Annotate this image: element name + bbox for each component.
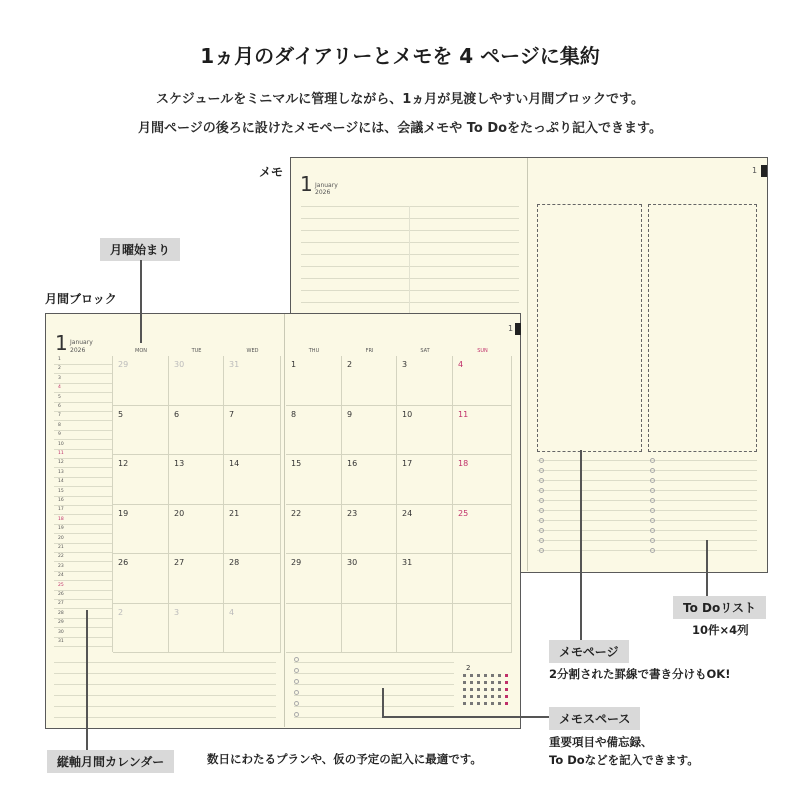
calendar-day-cell[interactable] bbox=[342, 406, 397, 456]
todo-checkbox bbox=[539, 468, 544, 473]
calendar-day-cell[interactable] bbox=[169, 604, 224, 654]
monthly-block-label: 月間ブロック bbox=[45, 292, 117, 306]
memo-page-pointer bbox=[580, 450, 582, 640]
memo-rule-line bbox=[301, 218, 519, 219]
vertical-calendar-row bbox=[54, 411, 112, 412]
calendar-day-number: 12 bbox=[118, 459, 129, 468]
memo-year: 2026 bbox=[315, 189, 331, 196]
mini-calendar-day bbox=[484, 702, 487, 705]
calendar-day-cell[interactable] bbox=[224, 505, 281, 555]
todo-rule-line bbox=[537, 460, 757, 461]
calendar-day-cell[interactable] bbox=[286, 406, 342, 456]
memo-month-en: January bbox=[315, 182, 338, 189]
calendar-day-number: 29 bbox=[118, 360, 129, 369]
vertical-calendar-day: 16 bbox=[58, 498, 64, 503]
calendar-day-number: 18 bbox=[458, 459, 469, 468]
day-of-week-header: FRI bbox=[365, 348, 374, 354]
mini-calendar-day bbox=[477, 688, 480, 691]
calendar-day-number: 29 bbox=[291, 558, 302, 567]
memo-rule-line bbox=[301, 206, 519, 207]
todo-checkbox bbox=[650, 458, 655, 463]
memo-rule-line bbox=[301, 302, 519, 303]
calendar-day-cell[interactable] bbox=[113, 455, 169, 505]
calendar-day-number: 8 bbox=[291, 409, 297, 419]
vertical-calendar-day: 30 bbox=[58, 629, 64, 635]
calendar-day-number: 1 bbox=[291, 360, 297, 369]
mini-calendar-day bbox=[463, 688, 466, 691]
memo-rule-line bbox=[301, 254, 519, 255]
todo-checkbox bbox=[650, 508, 655, 513]
calendar-day-number: 30 bbox=[174, 360, 185, 369]
todo-checkbox bbox=[539, 508, 544, 513]
vertical-calendar-row bbox=[54, 449, 112, 450]
mini-calendar-day bbox=[470, 688, 473, 691]
todo-checkbox bbox=[539, 518, 544, 523]
memo-space-pointer-v bbox=[382, 688, 384, 717]
mini-calendar-day bbox=[477, 695, 480, 698]
todo-rule-line bbox=[537, 500, 757, 501]
vertical-calendar-row bbox=[54, 637, 112, 638]
todo-checkbox bbox=[650, 538, 655, 543]
calendar-day-cell[interactable] bbox=[453, 554, 512, 604]
day-of-week-header: WED bbox=[246, 348, 259, 354]
mini-calendar-day bbox=[463, 674, 466, 677]
calendar-day-number: 7 bbox=[229, 409, 235, 419]
bottom-memo-line bbox=[294, 684, 454, 685]
day-of-week-header: THU bbox=[308, 348, 320, 354]
vertical-calendar-day: 10 bbox=[58, 441, 64, 447]
calendar-day-number: 26 bbox=[118, 558, 129, 567]
todo-rule-line bbox=[537, 530, 757, 531]
memo-page-number: 1 bbox=[752, 166, 758, 175]
day-of-week-header: MON bbox=[135, 348, 147, 354]
calendar-day-cell[interactable] bbox=[113, 554, 169, 604]
page-number: 1 bbox=[508, 324, 514, 333]
todo-checkbox bbox=[650, 528, 655, 533]
calendar-day-cell[interactable] bbox=[453, 505, 512, 555]
todo-checkbox bbox=[539, 528, 544, 533]
calendar-day-number: 10 bbox=[402, 409, 413, 419]
vertical-calendar-day: 22 bbox=[58, 554, 64, 560]
vertical-calendar-day: 26 bbox=[58, 592, 64, 597]
mini-calendar-day bbox=[470, 681, 473, 684]
mini-calendar-month: 2 bbox=[466, 664, 471, 672]
vertical-calendar-day: 7 bbox=[58, 413, 61, 419]
todo-rule-line bbox=[537, 540, 757, 541]
calendar-day-number: 31 bbox=[229, 360, 240, 369]
todo-checkbox bbox=[650, 548, 655, 553]
vertical-calendar-day: 2 bbox=[58, 366, 61, 372]
memo-rule-line bbox=[301, 242, 519, 243]
calendar-day-cell[interactable] bbox=[397, 455, 453, 505]
calendar-day-number: 20 bbox=[174, 508, 185, 518]
vertical-calendar-day: 8 bbox=[58, 422, 61, 428]
todo-rule-line bbox=[537, 550, 757, 551]
vertical-calendar-label: 縦軸月間カレンダー bbox=[47, 750, 174, 773]
calendar-day-number: 5 bbox=[118, 409, 124, 419]
bottom-memo-line bbox=[294, 673, 454, 674]
vertical-calendar-row bbox=[54, 430, 112, 431]
todo-checkbox bbox=[650, 518, 655, 523]
calendar-day-number: 3 bbox=[174, 607, 180, 617]
mini-calendar-day bbox=[470, 674, 473, 677]
vertical-calendar-row bbox=[54, 618, 112, 619]
vertical-calendar-row bbox=[54, 439, 112, 440]
vertical-calendar-day: 17 bbox=[58, 507, 64, 513]
vertical-calendar-row bbox=[54, 524, 112, 525]
calendar-day-number: 22 bbox=[291, 508, 302, 518]
day-of-week-header: TUE bbox=[191, 348, 202, 354]
vertical-calendar-row bbox=[54, 383, 112, 384]
calendar-day-cell[interactable] bbox=[342, 554, 397, 604]
calendar-day-number: 23 bbox=[347, 508, 358, 518]
monday-start-label: 月曜始まり bbox=[100, 238, 180, 261]
day-of-week-header: SUN bbox=[477, 348, 488, 354]
calendar-day-cell[interactable] bbox=[397, 406, 453, 456]
todo-checkbox bbox=[539, 498, 544, 503]
memo-page-detail: 2分割された罫線で書き分けもOK! bbox=[549, 667, 731, 681]
todo-checkbox bbox=[539, 478, 544, 483]
mini-calendar-day bbox=[484, 681, 487, 684]
mini-calendar-day bbox=[491, 688, 494, 691]
calendar-day-number: 21 bbox=[229, 508, 240, 518]
todo-checkbox bbox=[539, 548, 544, 553]
calendar-day-number: 15 bbox=[291, 459, 302, 468]
memo-rule-line bbox=[301, 266, 519, 267]
memo-page-label: メモページ bbox=[549, 640, 629, 663]
vertical-calendar-row bbox=[54, 543, 112, 544]
vertical-calendar-day: 24 bbox=[58, 573, 64, 579]
vertical-calendar-row bbox=[54, 420, 112, 421]
memo-index-tab bbox=[761, 165, 767, 177]
memo-page-box-right bbox=[648, 204, 757, 452]
calendar-day-cell[interactable] bbox=[397, 604, 453, 654]
vertical-calendar-day: 31 bbox=[58, 639, 64, 644]
calendar-day-cell[interactable] bbox=[224, 604, 281, 654]
vertical-calendar-day: 13 bbox=[58, 469, 64, 475]
memo-page-box-left bbox=[537, 204, 642, 452]
calendar-day-cell[interactable] bbox=[397, 505, 453, 555]
vertical-calendar-row bbox=[54, 571, 112, 572]
calendar-day-cell[interactable] bbox=[224, 356, 281, 406]
mini-calendar-day bbox=[484, 695, 487, 698]
mini-calendar-day bbox=[463, 695, 466, 698]
vertical-calendar-row bbox=[54, 580, 112, 581]
memo-space-pointer-h bbox=[382, 716, 549, 718]
vertical-calendar-row bbox=[54, 402, 112, 403]
calendar-day-cell[interactable] bbox=[169, 356, 224, 406]
mini-calendar-day bbox=[477, 702, 480, 705]
calendar-day-cell[interactable] bbox=[224, 406, 281, 456]
calendar-day-cell[interactable] bbox=[397, 554, 453, 604]
calendar-day-cell[interactable] bbox=[113, 604, 169, 654]
vertical-calendar-day: 28 bbox=[58, 610, 64, 616]
mini-calendar-day bbox=[498, 695, 501, 698]
memo-rule-line bbox=[301, 278, 519, 279]
todo-rule-line bbox=[537, 470, 757, 471]
mini-calendar-day bbox=[463, 702, 466, 705]
calendar-day-cell[interactable] bbox=[113, 406, 169, 456]
calendar-day-number: 14 bbox=[229, 459, 240, 468]
calendar-day-number: 17 bbox=[402, 459, 413, 468]
mini-calendar-day bbox=[491, 674, 494, 677]
mini-calendar-day bbox=[498, 702, 501, 705]
calendar-day-cell[interactable] bbox=[169, 455, 224, 505]
calendar-day-cell[interactable] bbox=[169, 505, 224, 555]
bottom-memo-line bbox=[294, 662, 454, 663]
memo-space-detail-2: To Doなどを記入できます。 bbox=[549, 753, 699, 767]
year-label: 2026 bbox=[70, 347, 86, 354]
memo-space-checkbox bbox=[294, 668, 299, 673]
vertical-calendar-row bbox=[54, 373, 112, 374]
vertical-calendar-pointer bbox=[86, 610, 88, 750]
memo-space-checkbox bbox=[294, 679, 299, 684]
todo-checkbox bbox=[539, 538, 544, 543]
vertical-calendar-row bbox=[54, 514, 112, 515]
calendar-day-number: 4 bbox=[458, 360, 464, 369]
todo-rule-line bbox=[537, 480, 757, 481]
mini-calendar-day bbox=[477, 674, 480, 677]
vertical-calendar-day: 9 bbox=[58, 432, 61, 438]
vertical-calendar-day: 6 bbox=[58, 404, 61, 409]
mini-calendar-day bbox=[498, 688, 501, 691]
calendar-day-number: 27 bbox=[174, 558, 185, 567]
vertical-calendar-day: 15 bbox=[58, 488, 64, 494]
memo-rule-line bbox=[301, 290, 519, 291]
vertical-calendar-day: 20 bbox=[58, 535, 64, 541]
mini-calendar-day bbox=[505, 702, 508, 705]
vertical-calendar-row bbox=[54, 505, 112, 506]
calendar-day-number: 19 bbox=[118, 508, 129, 518]
calendar-day-number: 24 bbox=[402, 508, 413, 518]
calendar-day-number: 25 bbox=[458, 508, 469, 518]
vertical-calendar-day: 4 bbox=[58, 385, 61, 391]
mini-calendar-day bbox=[491, 695, 494, 698]
monthly-spread bbox=[45, 313, 521, 729]
mini-calendar-day bbox=[470, 702, 473, 705]
todo-rule-line bbox=[537, 520, 757, 521]
vertical-calendar-row bbox=[54, 533, 112, 534]
calendar-day-cell[interactable] bbox=[286, 356, 342, 406]
todo-checkbox bbox=[539, 488, 544, 493]
vertical-calendar-row bbox=[54, 467, 112, 468]
vertical-calendar-row bbox=[54, 646, 112, 647]
calendar-day-cell[interactable] bbox=[342, 604, 397, 654]
calendar-day-cell[interactable] bbox=[342, 356, 397, 406]
vertical-calendar-day: 11 bbox=[58, 451, 64, 456]
vertical-calendar-day: 3 bbox=[58, 375, 61, 381]
calendar-day-number: 28 bbox=[229, 558, 240, 567]
calendar-day-cell[interactable] bbox=[286, 604, 342, 654]
mini-calendar-day bbox=[505, 674, 508, 677]
memo-rule-line bbox=[301, 230, 519, 231]
todo-rule-line bbox=[537, 490, 757, 491]
vertical-calendar-day: 25 bbox=[58, 582, 64, 588]
vertical-calendar-day: 1 bbox=[58, 357, 61, 362]
vertical-calendar-row bbox=[54, 561, 112, 562]
calendar-day-cell[interactable] bbox=[342, 455, 397, 505]
calendar-day-cell[interactable] bbox=[453, 356, 512, 406]
calendar-day-cell[interactable] bbox=[453, 406, 512, 456]
vertical-calendar-row bbox=[54, 392, 112, 393]
memo-space-label: メモスペース bbox=[549, 707, 640, 730]
mini-calendar-day bbox=[484, 688, 487, 691]
memo-space-checkbox bbox=[294, 657, 299, 662]
bottom-memo-line bbox=[294, 706, 454, 707]
month-en: January bbox=[70, 339, 93, 346]
vertical-calendar-day: 21 bbox=[58, 545, 64, 550]
todo-checkbox bbox=[650, 478, 655, 483]
vertical-calendar-row bbox=[54, 364, 112, 365]
mini-calendar-day bbox=[505, 681, 508, 684]
calendar-day-number: 16 bbox=[347, 459, 358, 468]
vertical-calendar-row bbox=[54, 599, 112, 600]
month-number: 1 bbox=[55, 331, 68, 355]
vertical-calendar-day: 23 bbox=[58, 563, 64, 569]
memo-space-checkbox bbox=[294, 712, 299, 717]
vertical-calendar-row bbox=[54, 486, 112, 487]
calendar-day-cell[interactable] bbox=[286, 554, 342, 604]
calendar-day-cell[interactable] bbox=[453, 604, 512, 654]
calendar-day-cell[interactable] bbox=[224, 455, 281, 505]
vertical-calendar-day: 27 bbox=[58, 601, 64, 607]
memo-label: メモ bbox=[259, 165, 284, 179]
vertical-calendar-row bbox=[54, 608, 112, 609]
mini-calendar-day bbox=[505, 688, 508, 691]
vertical-calendar-row bbox=[54, 627, 112, 628]
calendar-day-number: 9 bbox=[347, 409, 353, 419]
bottom-memo-line bbox=[294, 695, 454, 696]
calendar-day-number: 11 bbox=[458, 409, 469, 419]
vertical-calendar-row bbox=[54, 552, 112, 553]
calendar-day-cell[interactable] bbox=[224, 554, 281, 604]
calendar-day-number: 3 bbox=[402, 360, 408, 369]
mini-calendar-day bbox=[505, 695, 508, 698]
memo-space-detail-1: 重要項目や備忘録、 bbox=[549, 735, 653, 749]
calendar-day-cell[interactable] bbox=[286, 455, 342, 505]
calendar-day-number: 2 bbox=[118, 607, 124, 617]
calendar-day-number: 13 bbox=[174, 459, 185, 468]
intro-line-2: 月間ページの後ろに設けたメモページには、会議メモや To Doをたっぷり記入できます。 bbox=[137, 121, 663, 136]
mini-calendar-day bbox=[498, 674, 501, 677]
todo-checkbox bbox=[539, 458, 544, 463]
mini-calendar-day bbox=[498, 681, 501, 684]
vertical-calendar-day: 5 bbox=[58, 394, 61, 400]
calendar-day-number: 30 bbox=[347, 558, 358, 567]
calendar-day-cell[interactable] bbox=[342, 505, 397, 555]
calendar-day-cell[interactable] bbox=[286, 505, 342, 555]
todo-list-label: To Doリスト bbox=[673, 596, 766, 619]
vertical-calendar-row bbox=[54, 496, 112, 497]
calendar-day-cell[interactable] bbox=[113, 356, 169, 406]
calendar-day-number: 2 bbox=[347, 360, 353, 369]
mini-calendar-day bbox=[463, 681, 466, 684]
calendar-day-cell[interactable] bbox=[113, 505, 169, 555]
mini-calendar-day bbox=[491, 702, 494, 705]
calendar-day-number: 31 bbox=[402, 558, 413, 567]
calendar-day-cell[interactable] bbox=[453, 455, 512, 505]
vertical-calendar-day: 19 bbox=[58, 526, 64, 532]
vertical-calendar-row bbox=[54, 458, 112, 459]
page-title: 1ヵ月のダイアリーとメモを 4 ページに集約 bbox=[200, 44, 600, 68]
calendar-day-cell[interactable] bbox=[169, 406, 224, 456]
todo-checkbox bbox=[650, 468, 655, 473]
vertical-calendar-day: 18 bbox=[58, 516, 64, 522]
mini-calendar-day bbox=[484, 674, 487, 677]
monday-start-pointer bbox=[140, 260, 142, 343]
vertical-calendar-detail: 数日にわたるプランや、仮の予定の記入に最適です。 bbox=[207, 752, 482, 766]
vertical-calendar-day: 12 bbox=[58, 460, 64, 466]
memo-month-number: 1 bbox=[300, 172, 313, 196]
todo-checkbox bbox=[650, 498, 655, 503]
vertical-calendar-day: 14 bbox=[58, 479, 64, 485]
vertical-calendar-row bbox=[54, 590, 112, 591]
calendar-day-number: 4 bbox=[229, 607, 235, 617]
memo-space-checkbox bbox=[294, 701, 299, 706]
todo-list-detail: 10件×4列 bbox=[692, 623, 749, 637]
vertical-calendar-row bbox=[54, 477, 112, 478]
todo-pointer bbox=[706, 540, 708, 596]
calendar-day-number: 6 bbox=[174, 409, 180, 419]
calendar-day-cell[interactable] bbox=[169, 554, 224, 604]
calendar-day-cell[interactable] bbox=[397, 356, 453, 406]
todo-rule-line bbox=[537, 510, 757, 511]
day-of-week-header: SAT bbox=[420, 348, 430, 354]
vertical-calendar-day: 29 bbox=[58, 620, 64, 626]
intro-line-1: スケジュールをミニマルに管理しながら、1ヵ月が見渡しやすい月間ブロックです。 bbox=[156, 92, 644, 107]
todo-checkbox bbox=[650, 488, 655, 493]
mini-calendar-day bbox=[470, 695, 473, 698]
mini-calendar-day bbox=[477, 681, 480, 684]
index-tab bbox=[515, 323, 521, 335]
mini-calendar-day bbox=[491, 681, 494, 684]
memo-space-checkbox bbox=[294, 690, 299, 695]
